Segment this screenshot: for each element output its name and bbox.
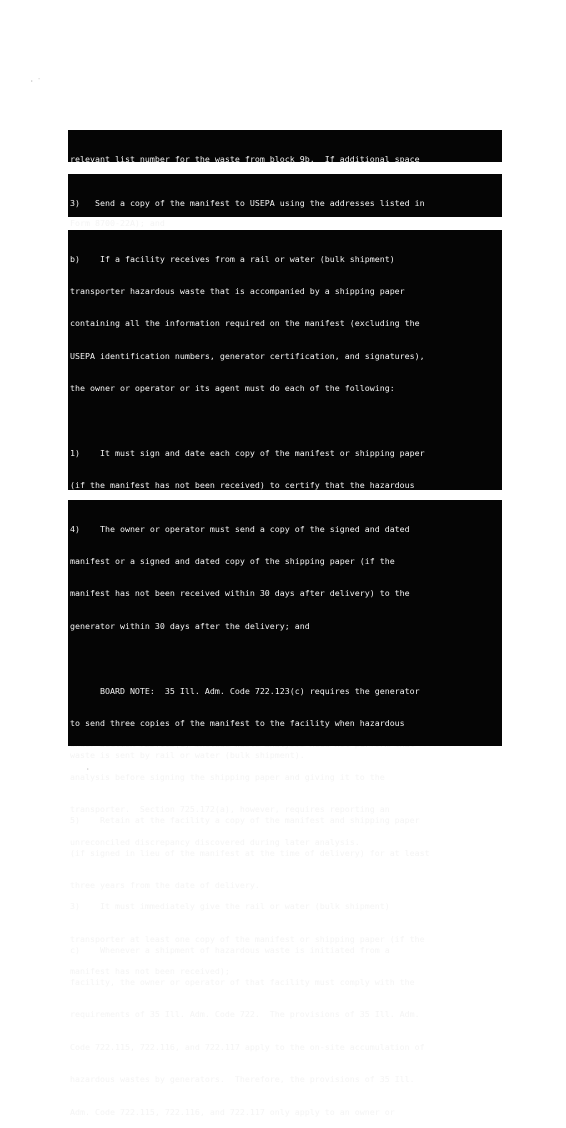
text-line: transporter. Section 725.172(a), however, requires reporting an [70,804,390,815]
text-line: analysis before signing the shipping paper and giving it to the [70,771,385,782]
text-line: manifest has not been received within 30 days after delivery) to the [70,588,410,599]
scan-speck-top: · ˙ [30,78,41,85]
text-line: transporter at least one copy of the manifest or shipping paper (if the [70,933,425,944]
text-line: relevant list number for the waste from block 9b. If additional space [70,153,420,164]
text-line: facility, the owner or operator of that facility must comply with the [70,977,415,988]
text-line: hazardous wastes by generators. Therefore, the provisions of 35 Ill. [70,1074,415,1085]
text-line: (if the manifest has not been received) to certify that the hazardous [70,480,415,491]
text-line: to send three copies of the manifest to the facility when hazardous [70,717,405,728]
text-line: Code 722.115, 722.116, and 722.117 apply to the on-site accumulation of [70,1041,425,1052]
text-line: unreconciled discrepancy discovered during later analysis. [70,836,360,847]
text-line: USEPA identification numbers, generator certification, and signatures), [70,350,425,361]
text-line: manifest or a signed and dated copy of the shipping paper (if the [70,555,395,566]
text-line: waste is sent by rail or water (bulk shipment). [70,750,305,761]
text-line: requirements of 35 Ill. Adm. Code 722. The provisions of 35 Ill. Adm. [70,1009,420,1020]
text-block-send-copy-usepa [68,174,502,217]
scan-speck-bottom: · [86,766,90,773]
text-line: 3) It must immediately give the rail or water (bulk shipment) [70,901,390,912]
text-line: BOARD NOTE: 35 Ill. Adm. Code 722.123(c) requires the generator [70,685,420,696]
text-line: 3) Send a copy of the manifest to USEPA using the addresses listed in [70,197,425,208]
text-line: containing all the information required on the manifest (excluding the [70,318,420,329]
text-line: transporter hazardous waste that is accompanied by a shipping paper [70,285,405,296]
text-line: generator within 30 days after the delivery; and [70,620,310,631]
text-line: manifest has not been received); [70,966,230,977]
text-line: c) Whenever a shipment of hazardous waste is initiated from a [70,944,390,955]
text-line: 1) It must sign and date each copy of the manifest or shipping paper [70,447,425,458]
text-line: Form 8700-22A); and [70,218,165,229]
text-line: three years from the date of delivery. [70,879,260,890]
text-line: 4) The owner or operator must send a copy of the signed and dated [70,523,410,534]
text-line: the owner or operator or its agent must do each of the following: [70,383,395,394]
text-line: (if signed in lieu of the manifest at the time of delivery) for at least [70,847,430,858]
text-line: 5) Retain at the facility a copy of the manifest and shipping paper [70,815,420,826]
text-line: b) If a facility receives from a rail or water (bulk shipment) [70,253,395,264]
text-line: Adm. Code 722.115, 722.116, and 722.117 only apply to an owner or [70,1106,395,1117]
